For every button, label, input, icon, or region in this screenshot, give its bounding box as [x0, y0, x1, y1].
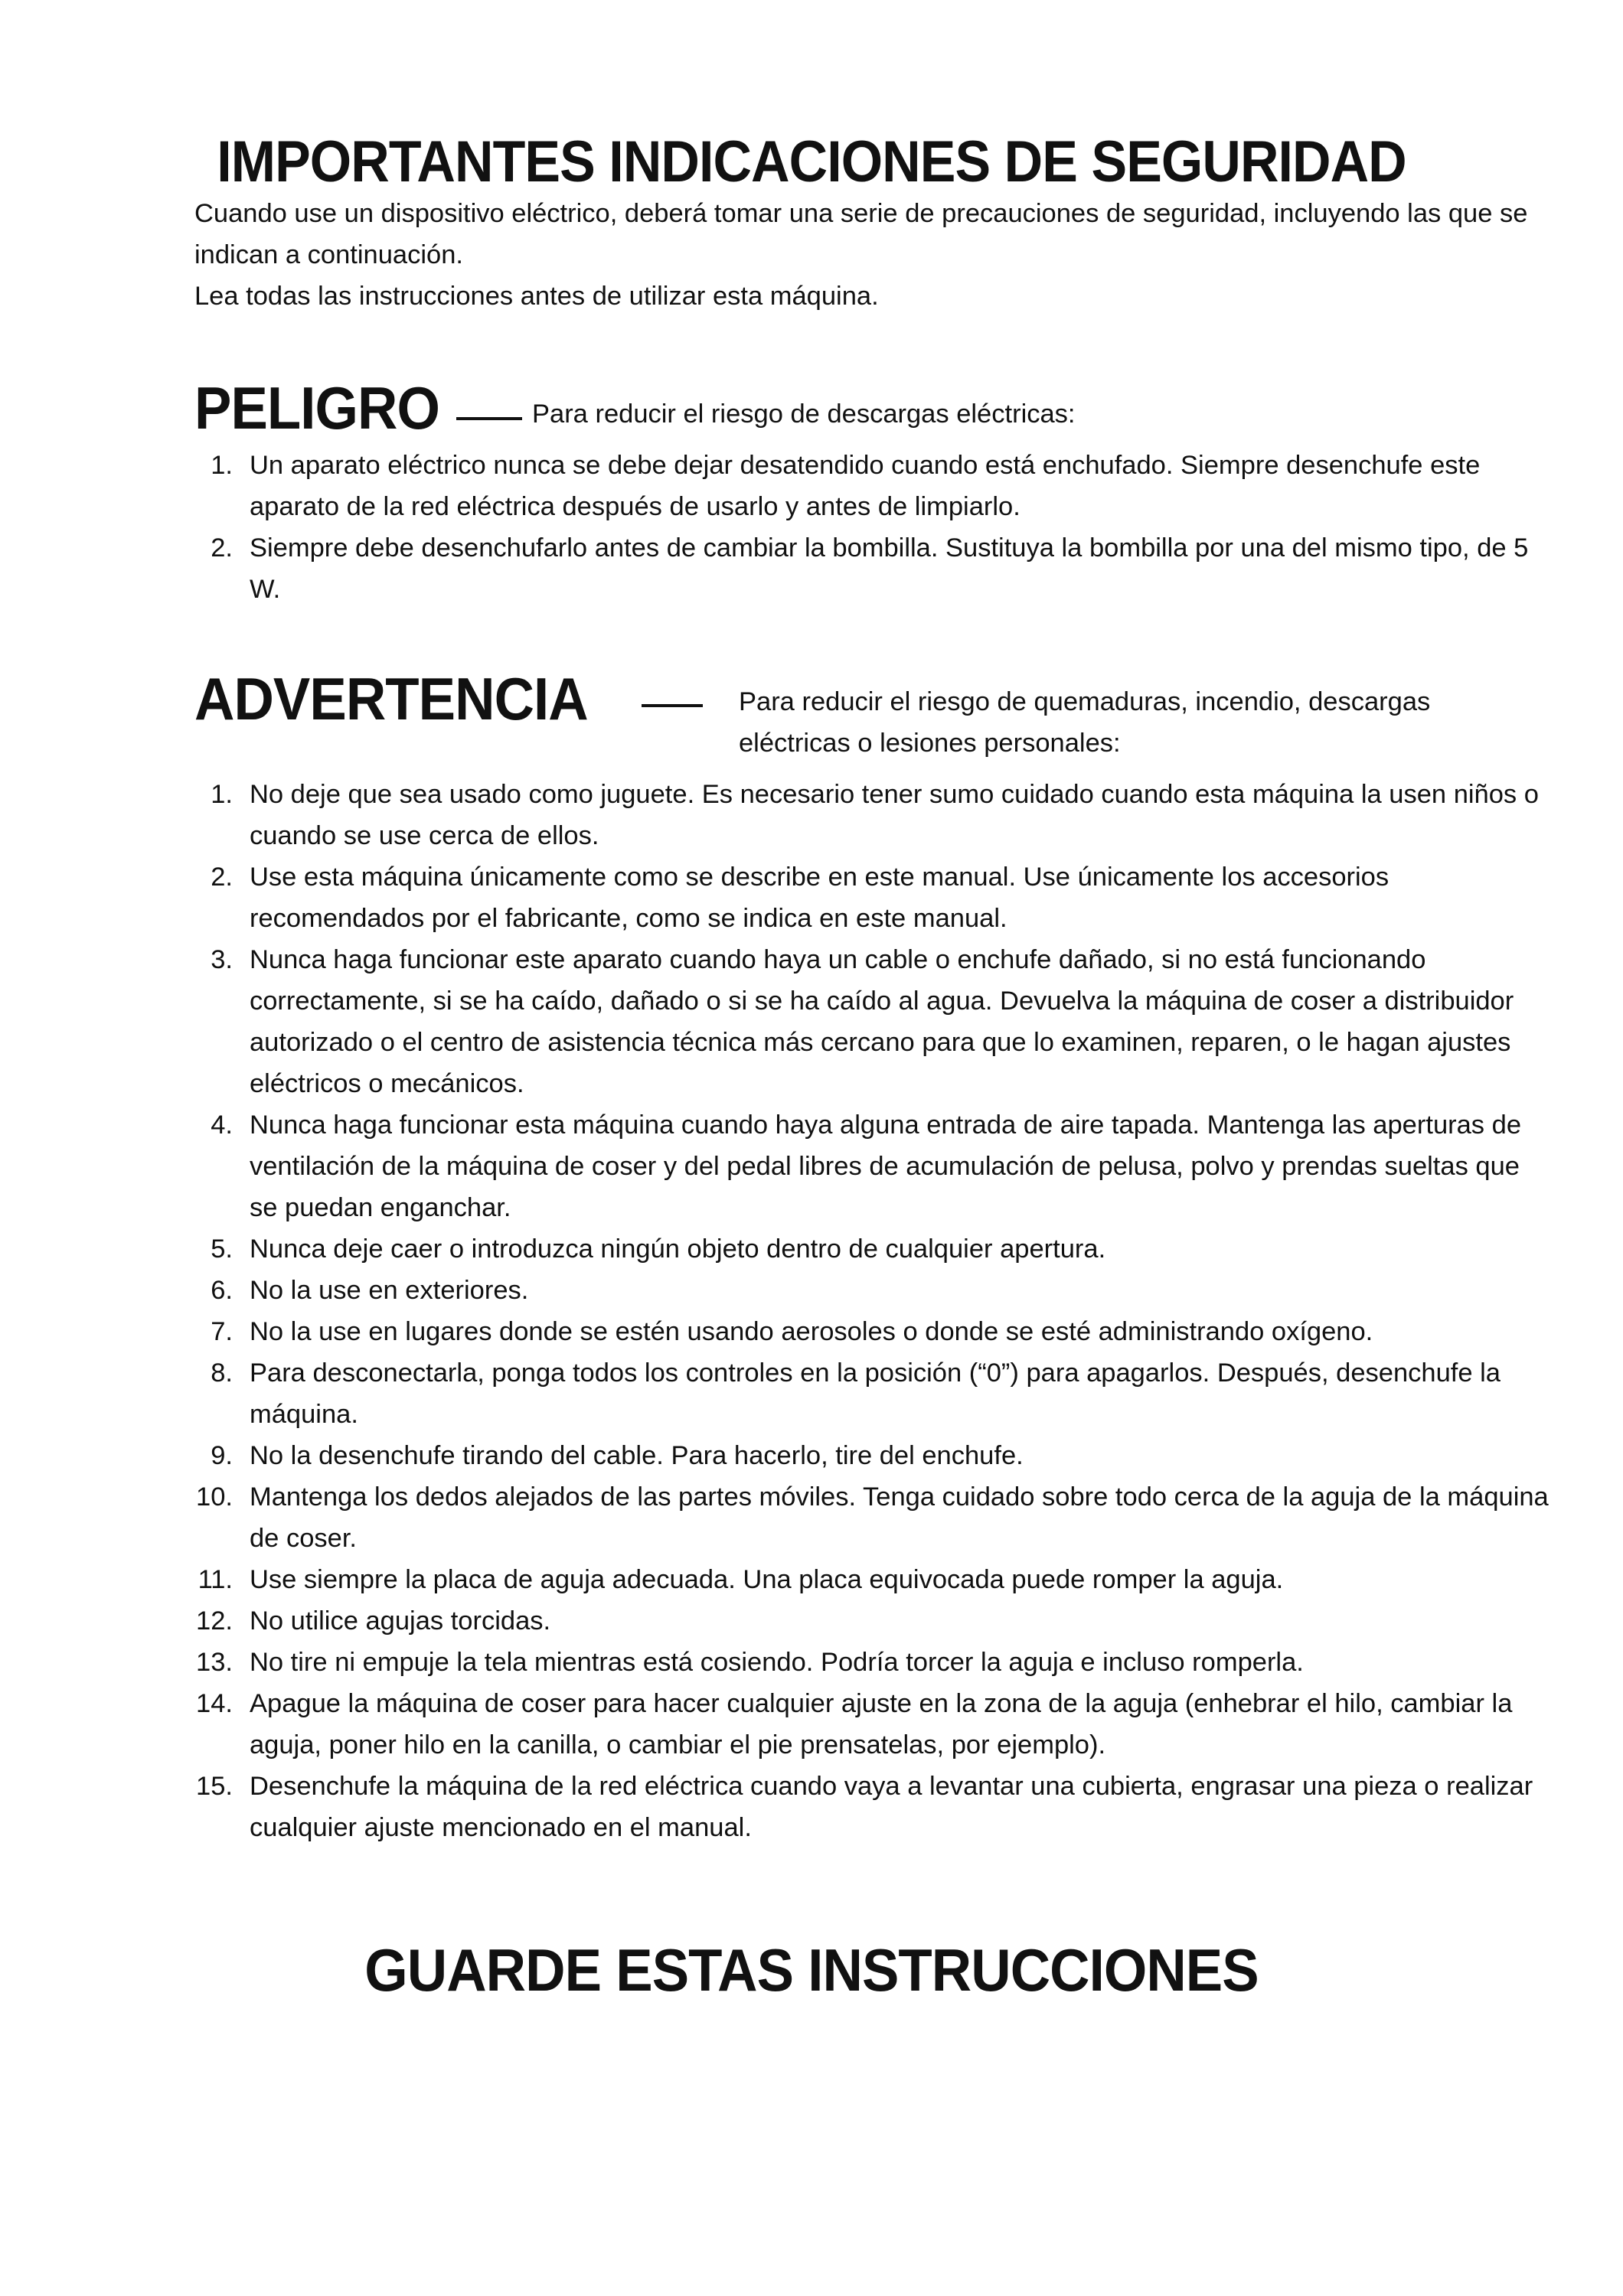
item-number: 7. [211, 1317, 233, 1346]
list-item [194, 1476, 1550, 1559]
item-text: No la desenchufe tirando del cable. Para hacerlo, tire del enchufe. [250, 1441, 1024, 1470]
footer-title: GUARDE ESTAS INSTRUCCIONES [364, 1936, 1259, 2004]
advertencia-dash [642, 704, 703, 707]
list-item [194, 1311, 1550, 1352]
item-number: 12. [196, 1606, 233, 1636]
list-item [194, 856, 1550, 939]
item-number: 8. [211, 1358, 233, 1388]
advertencia-heading-block [194, 664, 617, 733]
item-text: Apague la máquina de coser para hacer cualquier ajuste en la zona de la aguja (enhebrar el hilo, cambiar la aguja, poner hilo en la canilla, o cambiar el pie prensatelas, por ejemplo). [250, 1689, 1513, 1760]
item-text: Un aparato eléctrico nunca se debe dejar desatendido cuando está enchufado. Siempre desenchufe este aparato de la red eléctrica después de usarlo y antes de limpiarlo. [250, 451, 1481, 521]
item-text: No deje que sea usado como juguete. Es necesario tener sumo cuidado cuando esta máquina la usen niños o cuando se use cerca de ellos. [250, 780, 1539, 850]
item-number: 2. [211, 533, 233, 563]
advertencia-subtitle: Para reducir el riesgo de quemaduras, incendio, descargas eléctricas o lesiones personales: [739, 687, 1431, 758]
intro-paragraph [194, 193, 1542, 317]
item-text: Para desconectarla, ponga todos los controles en la posición (“0”) para apagarlos. Después, desenchufe la máquina. [250, 1358, 1501, 1429]
item-number: 10. [196, 1482, 233, 1512]
list-item [194, 1352, 1550, 1435]
list-item [194, 1270, 1550, 1311]
list-item [194, 1228, 1550, 1270]
list-item [194, 939, 1550, 1104]
item-number: 3. [211, 945, 233, 974]
list-item [194, 527, 1550, 610]
peligro-heading: PELIGRO [194, 374, 439, 442]
peligro-dash [456, 417, 522, 420]
item-number: 9. [211, 1441, 233, 1470]
page-title: IMPORTANTES INDICACIONES DE SEGURIDAD [217, 129, 1406, 194]
item-number: 13. [196, 1648, 233, 1677]
item-text: No la use en exteriores. [250, 1276, 529, 1305]
item-text: Nunca haga funcionar esta máquina cuando haya alguna entrada de aire tapada. Mantenga las aperturas de ventilación de la máquina de coser y del pedal libres de acumulación de pelusa, polvo y prendas sueltas que se puedan enganchar. [250, 1110, 1522, 1222]
list-item [194, 1104, 1550, 1228]
list-item [194, 1435, 1550, 1476]
item-text: Desenchufe la máquina de la red eléctrica cuando vaya a levantar una cubierta, engrasar una pieza o realizar cualquier ajuste mencionado en el manual. [250, 1772, 1533, 1842]
list-item [194, 1559, 1550, 1600]
item-number: 1. [211, 780, 233, 809]
peligro-heading-block [194, 373, 458, 442]
item-text: Use siempre la placa de aguja adecuada. Una placa equivocada puede romper la aguja. [250, 1565, 1284, 1594]
item-text: Use esta máquina únicamente como se describe en este manual. Use únicamente los accesorios recomendados por el fabricante, como se indica en este manual. [250, 863, 1390, 933]
list-item [194, 1600, 1550, 1642]
advertencia-heading: ADVERTENCIA [194, 665, 588, 732]
item-number: 11. [198, 1565, 233, 1594]
item-text: Siempre debe desenchufarlo antes de cambiar la bombilla. Sustituya la bombilla por una del mismo tipo, de 5 W. [250, 533, 1529, 604]
item-number: 14. [196, 1689, 233, 1718]
item-number: 4. [211, 1110, 233, 1140]
item-text: Nunca haga funcionar este aparato cuando haya un cable o enchufe dañado, si no está funcionando correctamente, si se ha caído, dañado o si se ha caído al agua. Devuelva la máquina de coser a distribuidor autorizado o el centro de asistencia técnica más cercano para que lo examinen, reparen, o le hagan ajustes eléctricos o mecánicos. [250, 945, 1514, 1098]
item-number: 15. [196, 1772, 233, 1801]
item-text: Nunca deje caer o introduzca ningún objeto dentro de cualquier apertura. [250, 1234, 1106, 1264]
list-item [194, 445, 1550, 527]
item-text: No tire ni empuje la tela mientras está cosiendo. Podría torcer la aguja e incluso romperla. [250, 1648, 1304, 1677]
item-text: Mantenga los dedos alejados de las partes móviles. Tenga cuidado sobre todo cerca de la aguja de la máquina de coser. [250, 1482, 1549, 1553]
list-item [194, 1642, 1550, 1683]
list-item [194, 1766, 1550, 1848]
peligro-list [194, 445, 1550, 610]
advertencia-list [194, 774, 1550, 1848]
item-number: 2. [211, 863, 233, 892]
item-number: 6. [211, 1276, 233, 1305]
list-item [194, 774, 1550, 856]
list-item [194, 1683, 1550, 1766]
item-number: 1. [211, 451, 233, 480]
item-text: No la use en lugares donde se estén usando aerosoles o donde se esté administrando oxígeno. [250, 1317, 1373, 1346]
item-number: 5. [211, 1234, 233, 1264]
intro-line-2: Lea todas las instrucciones antes de utilizar esta máquina. [194, 282, 879, 311]
item-text: No utilice agujas torcidas. [250, 1606, 551, 1636]
intro-line-1: Cuando use un dispositivo eléctrico, deberá tomar una serie de precauciones de seguridad, incluyendo las que se indican a continuación. [194, 199, 1528, 269]
peligro-subtitle: Para reducir el riesgo de descargas eléctricas: [532, 400, 1076, 429]
